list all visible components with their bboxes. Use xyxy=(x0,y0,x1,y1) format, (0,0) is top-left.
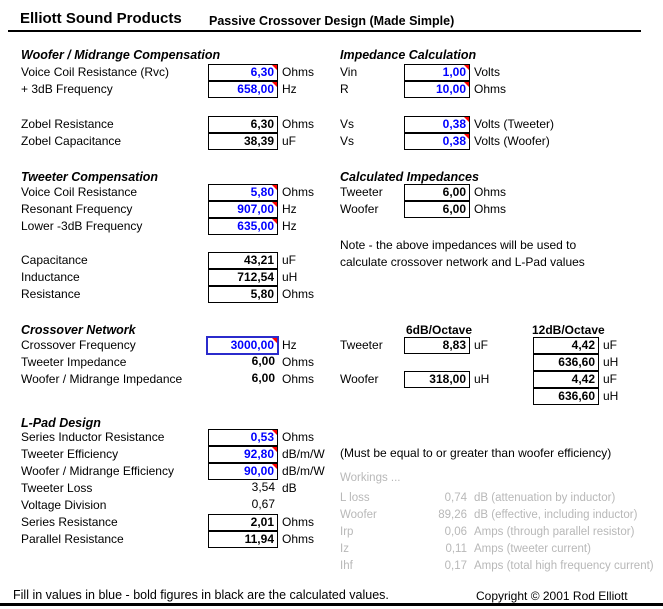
field-label: Voice Coil Resistance xyxy=(21,185,138,199)
workings-row-irp xyxy=(0,524,663,541)
page-title: Passive Crossover Design (Made Simple) xyxy=(209,14,455,28)
unit-label: uF xyxy=(282,134,297,148)
field-label: Resistance xyxy=(21,287,81,301)
woofer-6db-inductor-cell: 318,00 xyxy=(404,371,470,388)
field-label: Zobel Resistance xyxy=(21,117,114,131)
tweeter-impedance-value: 6,00 xyxy=(251,354,275,368)
field-label: Tweeter Loss xyxy=(21,481,93,495)
field-label: Woofer xyxy=(340,202,379,216)
workings-description: Amps (through parallel resistor) xyxy=(474,526,635,538)
unit-label: Ohms xyxy=(282,65,315,79)
tweeter-loss-value: 3,54 xyxy=(251,480,275,494)
unit-label: dB/m/W xyxy=(282,447,325,461)
woofer-12db-capacitor-cell: 4,42 xyxy=(533,371,599,388)
calculated-woofer-impedance-cell: 6,00 xyxy=(404,201,470,218)
parallel-resistance-value-cell: 11,94 xyxy=(208,531,278,548)
workings-value: 0,06 xyxy=(444,526,467,538)
workings-value: 0,11 xyxy=(445,543,467,555)
row-vs-tweeter xyxy=(0,116,663,133)
field-label: Zobel Capacitance xyxy=(21,134,122,148)
unit-label: uF xyxy=(603,338,618,352)
resistance-value-cell: 5,80 xyxy=(208,286,278,303)
field-label: Inductance xyxy=(21,270,80,284)
field-label: Voltage Division xyxy=(21,498,107,512)
unit-label: Ohms xyxy=(474,82,507,96)
unit-label: Ohms xyxy=(282,430,315,444)
vin-input-cell[interactable]: 1,00 xyxy=(404,64,470,81)
field-label: R xyxy=(340,82,349,96)
row-inductance xyxy=(0,269,663,286)
unit-label: Ohms xyxy=(282,185,315,199)
capacitance-value-cell: 43,21 xyxy=(208,252,278,269)
field-label: + 3dB Frequency xyxy=(21,82,113,96)
unit-label: uH xyxy=(474,372,490,386)
workings-description: dB (attenuation by inductor) xyxy=(474,492,616,504)
row-vin xyxy=(0,64,663,81)
field-label: Tweeter Impedance xyxy=(21,355,127,369)
unit-label: Ohms xyxy=(474,202,507,216)
unit-label: uF xyxy=(282,253,297,267)
column-header-12db-octave: 12dB/Octave xyxy=(532,323,605,337)
woofer-row-label: Woofer xyxy=(340,372,379,386)
workings-label: L loss xyxy=(340,492,370,504)
unit-label: Volts (Tweeter) xyxy=(474,117,555,131)
section-title-impedance-calculation: Impedance Calculation xyxy=(340,48,477,62)
field-label: Tweeter xyxy=(340,185,383,199)
tweeter-efficiency-input-cell[interactable]: 92,80 xyxy=(208,446,278,463)
unit-label: uF xyxy=(474,338,489,352)
field-label: Parallel Resistance xyxy=(21,532,124,546)
workings-description: Amps (total high frequency current) xyxy=(474,560,654,572)
workings-label: Woofer xyxy=(340,509,377,521)
field-label: Lower -3dB Frequency xyxy=(21,219,143,233)
workings-row-ihf xyxy=(0,558,663,575)
unit-label: Ohms xyxy=(474,185,507,199)
impedance-note-line2: calculate crossover network and L-Pad values xyxy=(340,255,585,269)
brand-title: Elliott Sound Products xyxy=(20,10,182,27)
row-resistance xyxy=(0,286,663,303)
unit-label: Ohms xyxy=(282,355,315,369)
workings-row-l-loss xyxy=(0,490,663,507)
workings-label: Irp xyxy=(340,526,354,538)
section-title-lpad-design: L-Pad Design xyxy=(21,416,101,430)
unit-label: Volts xyxy=(474,65,501,79)
zobel-capacitance-value-cell: 38,39 xyxy=(208,133,278,150)
field-label: Vin xyxy=(340,65,358,79)
row-lower-3db-frequency xyxy=(0,218,663,235)
workings-title: Workings ... xyxy=(340,472,401,484)
tweeter-6db-capacitor-cell: 8,83 xyxy=(404,337,470,354)
unit-label: Hz xyxy=(282,219,297,233)
calculated-tweeter-impedance-cell: 6,00 xyxy=(404,184,470,201)
field-label: Vs xyxy=(340,134,355,148)
unit-label: Hz xyxy=(282,338,297,352)
row-calculated-tweeter-impedance xyxy=(0,184,663,201)
tweeter-12db-inductor-cell: 636,60 xyxy=(533,354,599,371)
efficiency-requirement-note: (Must be equal to or greater than woofer efficiency) xyxy=(340,446,612,460)
workings-row-iz xyxy=(0,541,663,558)
unit-label: dB/m/W xyxy=(282,464,325,478)
row-series-inductor-resistance xyxy=(0,429,663,446)
column-header-6db-octave: 6dB/Octave xyxy=(406,323,473,337)
woofer-12db-inductor-cell: 636,60 xyxy=(533,388,599,405)
footer-instructions: Fill in values in blue - bold figures in black are the calculated values. xyxy=(13,588,389,602)
row-r xyxy=(0,81,663,98)
woofer-midrange-impedance-value: 6,00 xyxy=(251,371,275,385)
unit-label: Ohms xyxy=(282,372,315,386)
unit-label: Hz xyxy=(282,202,297,216)
workings-value: 0,17 xyxy=(444,560,467,572)
crossover-frequency-input-cell-selected[interactable]: 3000,00 xyxy=(206,336,279,355)
field-label: Voice Coil Resistance (Rvc) xyxy=(21,65,170,79)
section-title-tweeter-compensation: Tweeter Compensation xyxy=(21,170,159,184)
field-label: Resonant Frequency xyxy=(21,202,133,216)
vs-woofer-input-cell[interactable]: 0,38 xyxy=(404,133,470,150)
unit-label: Ohms xyxy=(282,287,315,301)
zobel-resistance-value-cell: 6,30 xyxy=(208,116,278,133)
tweeter-12db-capacitor-cell: 4,42 xyxy=(533,337,599,354)
field-label: Woofer / Midrange Impedance xyxy=(21,372,183,386)
unit-label: Ohms xyxy=(282,515,315,529)
field-label: Vs xyxy=(340,117,355,131)
field-label: Series Inductor Resistance xyxy=(21,430,165,444)
title-divider xyxy=(8,30,641,32)
field-label: Crossover Frequency xyxy=(21,338,136,352)
field-label: Capacitance xyxy=(21,253,88,267)
row-woofer-midrange-efficiency xyxy=(0,463,663,480)
workings-label: Iz xyxy=(340,543,349,555)
workings-value: 89,26 xyxy=(438,509,467,521)
row-octave-12db-4 xyxy=(0,388,663,405)
tweeter-voice-coil-resistance-input-cell[interactable]: 5,80 xyxy=(208,184,278,201)
field-label: Series Resistance xyxy=(21,515,118,529)
workings-label: Ihf xyxy=(340,560,353,572)
r-input-cell[interactable]: 10,00 xyxy=(404,81,470,98)
unit-label: Hz xyxy=(282,82,297,96)
resonant-frequency-input-cell[interactable]: 907,00 xyxy=(208,201,278,218)
workings-value: 0,74 xyxy=(444,492,467,504)
row-octave-12db-2 xyxy=(0,354,663,371)
tweeter-row-label: Tweeter xyxy=(340,338,383,352)
unit-label: uH xyxy=(603,355,619,369)
workings-row-woofer xyxy=(0,507,663,524)
series-resistance-value-cell: 2,01 xyxy=(208,514,278,531)
section-title-calculated-impedances: Calculated Impedances xyxy=(340,170,479,184)
unit-label: uH xyxy=(282,270,298,284)
row-vs-woofer xyxy=(0,133,663,150)
impedance-note-line1: Note - the above impedances will be used to xyxy=(340,238,577,252)
row-octave-tweeter xyxy=(0,337,663,354)
copyright-notice: Copyright © 2001 Rod Elliott xyxy=(476,589,628,603)
voltage-division-value: 0,67 xyxy=(251,497,275,511)
section-title-crossover-network: Crossover Network xyxy=(21,323,136,337)
inductance-value-cell: 712,54 xyxy=(208,269,278,286)
section-title-woofer-compensation: Woofer / Midrange Compensation xyxy=(21,48,221,62)
field-label: Woofer / Midrange Efficiency xyxy=(21,464,174,478)
row-octave-woofer xyxy=(0,371,663,388)
unit-label: uF xyxy=(603,372,618,386)
row-calculated-woofer-impedance xyxy=(0,201,663,218)
woofer-midrange-efficiency-input-cell[interactable]: 90,00 xyxy=(208,463,278,480)
field-label: Tweeter Efficiency xyxy=(21,447,119,461)
vs-tweeter-input-cell[interactable]: 0,38 xyxy=(404,116,470,133)
voice-coil-resistance-rvc-input-cell[interactable]: 6,30 xyxy=(208,64,278,81)
unit-label: uH xyxy=(603,389,619,403)
workings-description: Amps (tweeter current) xyxy=(474,543,591,555)
unit-label: Ohms xyxy=(282,117,315,131)
unit-label: dB xyxy=(282,481,297,495)
unit-label: Ohms xyxy=(282,532,315,546)
lower-3db-frequency-input-cell[interactable]: 635,00 xyxy=(208,218,278,235)
workings-description: dB (effective, including inductor) xyxy=(474,509,638,521)
unit-label: Volts (Woofer) xyxy=(474,134,550,148)
series-inductor-resistance-input-cell[interactable]: 0,53 xyxy=(208,429,278,446)
3db-frequency-input-cell[interactable]: 658,00 xyxy=(208,81,278,98)
bottom-divider xyxy=(0,603,663,606)
